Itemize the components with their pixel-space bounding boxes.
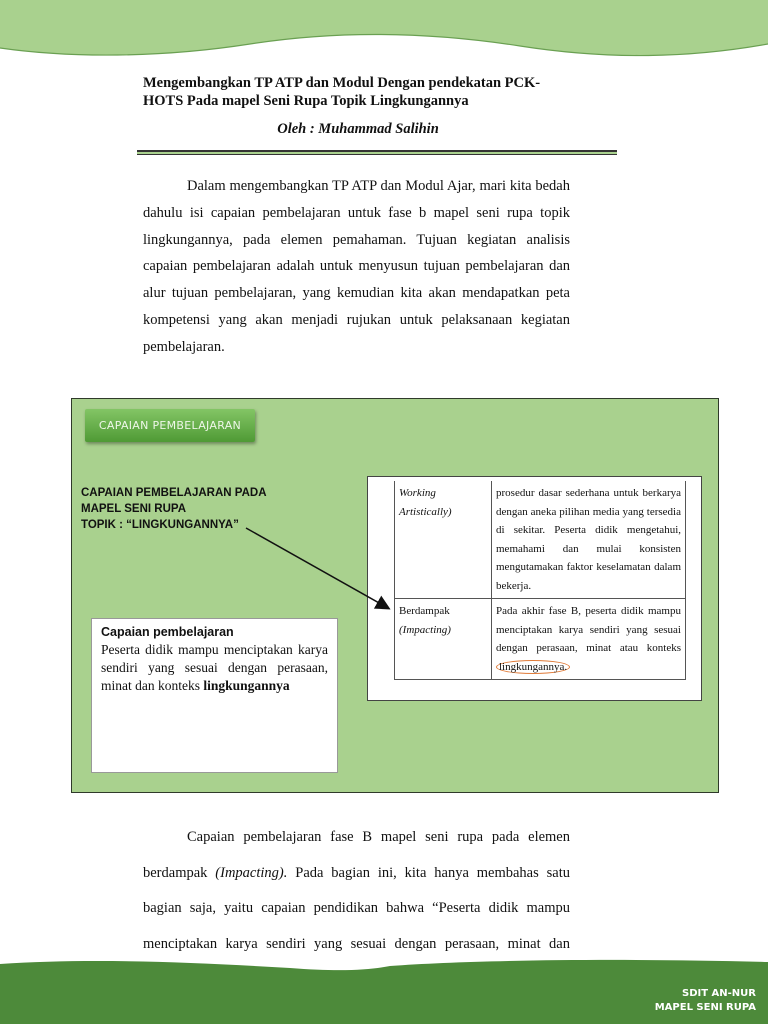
panel-heading-line: CAPAIAN PEMBELAJARAN PADA xyxy=(81,487,267,499)
table-row xyxy=(395,599,686,680)
row-label xyxy=(395,599,492,680)
capaian-panel xyxy=(71,398,719,793)
header-wave xyxy=(0,0,768,62)
capaian-box-title: Capaian pembelajaran xyxy=(101,625,234,639)
row-text: prosedur dasar sederhana untuk berkarya dengan aneka pilihan media yang tersedia di sekitar. Peserta didik mengetahui, memahami dan mulai konsisten mengutamakan faktor keselamatan dalam bekerja. xyxy=(492,481,686,599)
capaian-box-text xyxy=(101,641,328,695)
panel-heading-line: TOPIK : “LINGKUNGANNYA” xyxy=(81,519,239,531)
row-text-main: Pada akhir fase B, peserta didik mampu menciptakan karya sendiri yang sesuai dengan perasaan, minat atau konteks xyxy=(496,605,681,654)
footer-subject: MAPEL SENI RUPA xyxy=(654,1002,756,1013)
cp-excerpt-table xyxy=(394,481,686,680)
table-row xyxy=(395,481,686,599)
document-title: Mengembangkan TP ATP dan Modul Dengan pendekatan PCK-HOTS Pada mapel Seni Rupa Topik Lingkungannya xyxy=(143,75,541,109)
author-line: Oleh : Muhammad Salihin xyxy=(277,121,439,137)
capaian-text-main: Peserta didik mampu menciptakan karya sendiri yang sesuai dengan perasaan, minat dan konteks xyxy=(101,642,328,693)
panel-heading xyxy=(81,485,281,533)
label-italic: (Impacting) xyxy=(399,623,451,636)
panel-heading-line: MAPEL SENI RUPA xyxy=(81,503,187,515)
closing-text-2: Pada bagian ini, kita hanya membahas satu bagian saja, yaitu capaian pendidikan bahwa “Peserta didik mampu menciptakan karya sendiri yang sesuai dengan perasaan, minat dan xyxy=(143,864,570,952)
closing-text-italic: (Impacting). xyxy=(215,864,288,881)
footer-school: SDIT AN-NUR xyxy=(682,988,756,999)
cp-excerpt-image xyxy=(367,476,702,701)
intro-paragraph: Dalam mengembangkan TP ATP dan Modul Ajar, mari kita bedah dahulu isi capaian pembelajaran untuk fase b mapel seni rupa topik lingkungannya, pada elemen pemahaman. Tujuan kegiatan analisis capaian pembelajaran adalah untuk menyusun tujuan pembelajaran dan alur tujuan pembelajaran, yang kemudian kita akan mendapatkan peta kompetensi yang akan menjadi rujukan untuk pelaksanaan kegiatan pembelajaran. xyxy=(143,178,570,355)
label-italic: Working Artistically) xyxy=(399,487,452,518)
capaian-text-bold: lingkungannya xyxy=(203,678,290,693)
footer-wave xyxy=(0,958,768,1024)
closing-text-1: Capaian pembelajaran fase B mapel seni rupa pada elemen berdampak xyxy=(143,829,570,881)
row-text xyxy=(492,599,686,680)
row-label xyxy=(395,481,492,599)
title-block xyxy=(143,74,573,138)
circled-word: lingkungannya. xyxy=(496,660,570,674)
footer-label xyxy=(655,987,756,1015)
capaian-box xyxy=(91,618,338,773)
title-divider xyxy=(137,150,617,155)
label-main: Berdampak xyxy=(399,605,450,617)
capaian-pembelajaran-button[interactable]: CAPAIAN PEMBELAJARAN xyxy=(85,409,255,442)
